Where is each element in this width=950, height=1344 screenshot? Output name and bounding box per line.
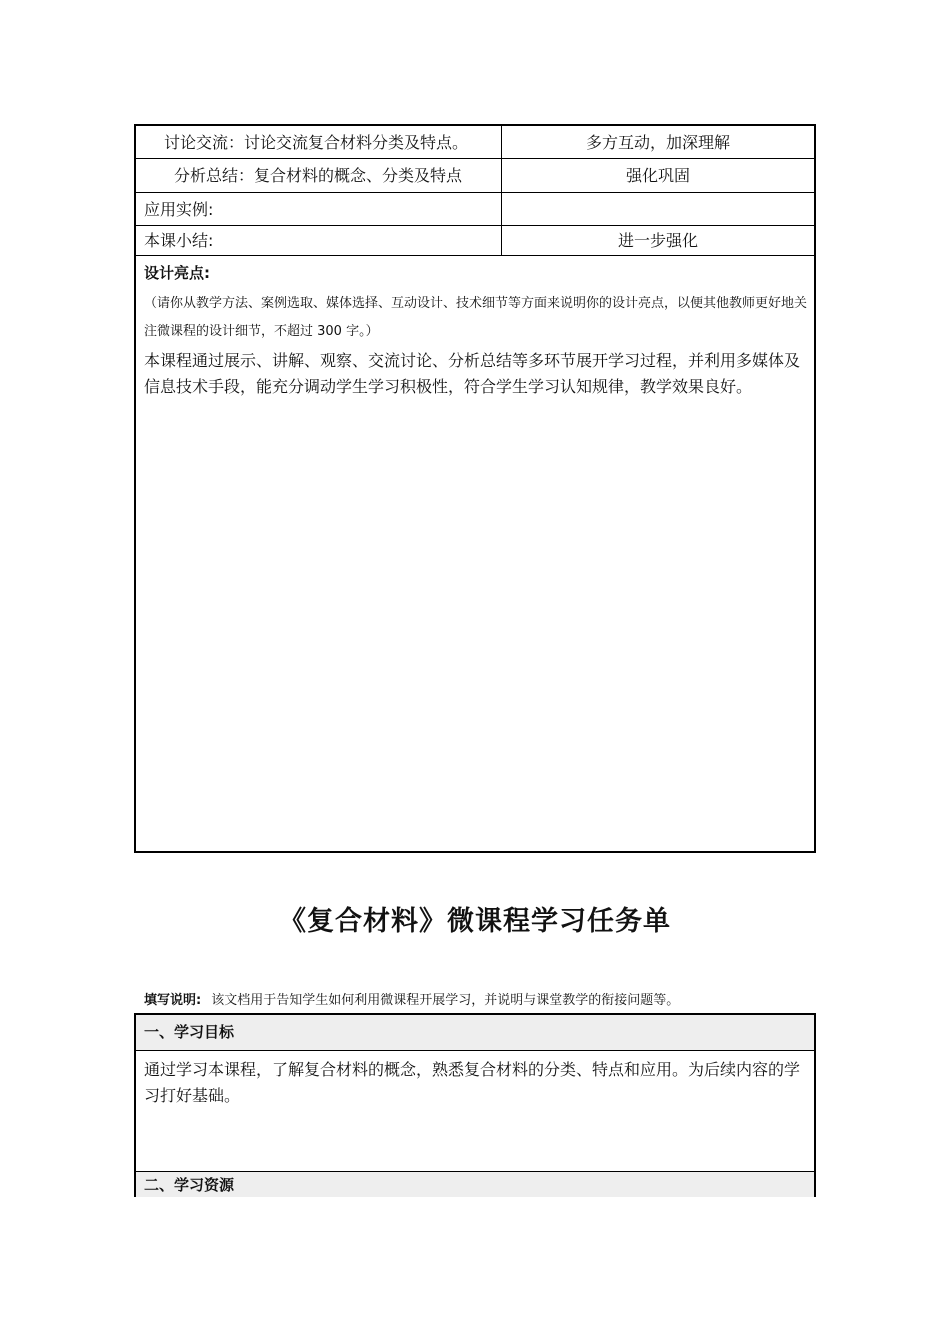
design-highlights-title: 设计亮点: (144, 264, 210, 282)
intent-cell: 进一步强化 (617, 231, 698, 250)
intent-cell: 多方互动，加深理解 (585, 133, 730, 152)
table-row (136, 126, 814, 159)
page-title: 《复合材料》微课程学习任务单 (279, 906, 671, 937)
task-sheet-table (134, 1013, 816, 1197)
section-heading-learning-goals: 一、学习目标 (136, 1015, 814, 1051)
activity-cell: 讨论交流：讨论交流复合材料分类及特点。 (136, 126, 502, 158)
fill-instructions-label: 填写说明: (144, 993, 202, 1008)
lesson-process-table (134, 124, 816, 853)
design-highlights-hint: （请你从教学方法、案例选取、媒体选择、互动设计、技术细节等方面来说明你的设计亮点，以便其他教师更好地关注微课程的设计细节，不超过 300 字。） (144, 296, 808, 339)
learning-goals-body: 通过学习本课程，了解复合材料的概念，熟悉复合材料的分类、特点和应用。为后续内容的学习打好基础。 (144, 1060, 801, 1105)
table-row (136, 159, 814, 193)
section-heading-learning-resources: 二、学习资源 (136, 1171, 814, 1197)
activity-cell: 本课小结: (136, 226, 502, 255)
activity-cell: 应用实例: (136, 193, 502, 225)
activity-cell: 分析总结：复合材料的概念、分类及特点 (136, 159, 502, 192)
table-row (136, 193, 814, 226)
fill-instructions (144, 990, 814, 1012)
design-highlights-body: 本课程通过展示、讲解、观察、交流讨论、分析总结等多环节展开学习过程，并利用多媒体及信息技术手段，能充分调动学生学习积极性，符合学生学习认知规律，教学效果良好。 (144, 351, 801, 396)
table-row (136, 226, 814, 256)
intent-cell (502, 193, 814, 225)
fill-instructions-text: 该文档用于告知学生如何利用微课程开展学习，并说明与课堂教学的衔接问题等。 (211, 993, 680, 1008)
design-highlights-section (144, 262, 808, 400)
intent-cell: 强化巩固 (625, 166, 690, 185)
